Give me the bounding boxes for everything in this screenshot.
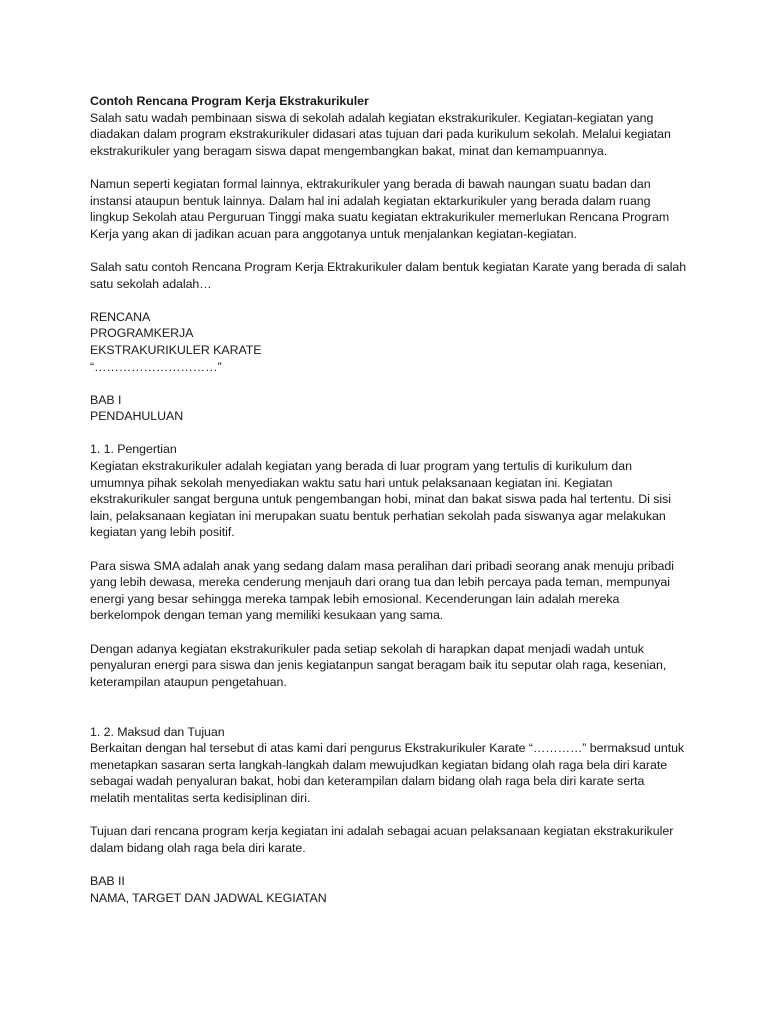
section-heading: 1. 2. Maksud dan Tujuan [90, 724, 225, 739]
intro-paragraph [90, 110, 690, 160]
paragraph-line: dalam bidang olah raga bela diri karate. [90, 840, 306, 855]
section-maksud-tujuan [90, 724, 690, 807]
section-pengertian [90, 441, 690, 541]
plan-heading-line: RENCANA [90, 309, 151, 324]
paragraph-line: satu sekolah adalah… [90, 276, 212, 291]
paragraph-line: penyaluran energi para siswa dan jenis kegiatanpun sangat beragam baik itu seputar olah raga, kesenian, [90, 658, 667, 673]
paragraph-line: yang lebih dewasa, mereka cenderung menjauh dari orang tua dan lebih percaya pada teman, mempunyai [90, 575, 670, 590]
section-line: melatih mentalitas serta kedisiplinan diri. [90, 790, 311, 805]
paragraph-example [90, 259, 690, 292]
intro-line: Salah satu wadah pembinaan siswa di sekolah adalah kegiatan ekstrakurikuler. Kegiatan-kegiatan yang [90, 110, 654, 125]
chapter-1-heading [90, 392, 690, 425]
chapter-number: BAB I [90, 392, 122, 407]
plan-heading-line: EKSTRAKURIKULER KARATE [90, 342, 262, 357]
plan-heading-block [90, 309, 690, 375]
paragraph-line: lingkup Sekolah atau Perguruan Tinggi maka suatu kegiatan ektrakurikuler memerlukan Rencana Program [90, 210, 670, 225]
section-line: lain, pelaksanaan kegiatan ini merupakan suatu bentuk perhatian sekolah pada siswanya agar melakukan [90, 508, 666, 523]
document-page [90, 93, 690, 923]
plan-heading-line: “…………………………” [90, 359, 222, 374]
paragraph-line: Namun seperti kegiatan formal lainnya, ektrakurikuler yang berada di bawah naungan suatu badan dan [90, 176, 651, 191]
plan-heading-line: PROGRAMKERJA [90, 326, 194, 341]
section-line: sebagai wadah penyaluran bakat, hobi dan keterampilan dalam bidang olah raga bela diri karate serta [90, 774, 645, 789]
paragraph-line: keterampilan ataupun pengetahuan. [90, 674, 287, 689]
paragraph-tujuan [90, 823, 690, 856]
section-line: menetapkan sasaran serta langkah-langkah dalam mewujudkan kegiatan bidang olah raga bela diri karate [90, 757, 668, 772]
paragraph-line: Tujuan dari rencana program kerja kegiatan ini adalah sebagai acuan pelaksanaan kegiatan ekstrakurikuler [90, 824, 674, 839]
paragraph-line: Salah satu contoh Rencana Program Kerja Ektrakurikuler dalam bentuk kegiatan Karate yang berada di salah [90, 259, 687, 274]
section-line: umumnya pihak sekolah menyediakan waktu satu hari untuk pelaksanaan kegiatan ini. Kegiatan [90, 475, 613, 490]
section-line: kegiatan yang lebih positif. [90, 525, 235, 540]
section-line: Kegiatan ekstrakurikuler adalah kegiatan yang berada di luar program yang tertulis di kurikulum dan [90, 459, 632, 474]
paragraph-line: berkelompok dengan teman yang memiliki kesukaan yang sama. [90, 608, 444, 623]
chapter-title: NAMA, TARGET DAN JADWAL KEGIATAN [90, 890, 327, 905]
paragraph-adanya [90, 641, 690, 691]
paragraph-formal [90, 176, 690, 242]
section-line: ekstrakurikuler sangat berguna untuk pengembangan hobi, minat dan bakat siswa pada hal tertentu. Di sisi [90, 492, 671, 507]
paragraph-line: Kerja yang akan di jadikan acuan para anggotanya untuk menjalankan kegiatan-kegiatan. [90, 226, 577, 241]
paragraph-line: instansi ataupun bentuk lainnya. Dalam hal ini adalah kegiatan ektarkurikuler yang berada dalam ruang [90, 193, 651, 208]
paragraph-sma [90, 558, 690, 624]
chapter-title: PENDAHULUAN [90, 409, 184, 424]
section-heading: 1. 1. Pengertian [90, 442, 177, 457]
intro-line: ekstrakurikuler yang beragam siswa dapat mengembangkan bakat, minat dan kemampuannya. [90, 143, 608, 158]
chapter-2-heading [90, 873, 690, 906]
document-title: Contoh Rencana Program Kerja Ekstrakurikuler [90, 94, 369, 108]
intro-line: diadakan dalam program ekstrakurikuler didasari atas tujuan dari pada kurikulum sekolah. Melalui kegiatan [90, 127, 671, 142]
section-line: Berkaitan dengan hal tersebut di atas kami dari pengurus Ekstrakurikuler Karate “…………” bermaksud untuk [90, 741, 685, 756]
paragraph-line: Para siswa SMA adalah anak yang sedang dalam masa peralihan dari pribadi seorang anak menuju pribadi [90, 558, 674, 573]
chapter-number: BAB II [90, 873, 125, 888]
paragraph-line: energi yang besar sehingga mereka tampak lebih emosional. Kecenderungan lain adalah mereka [90, 591, 620, 606]
paragraph-line: Dengan adanya kegiatan ekstrakurikuler pada setiap sekolah di harapkan dapat menjadi wadah untuk [90, 641, 644, 656]
